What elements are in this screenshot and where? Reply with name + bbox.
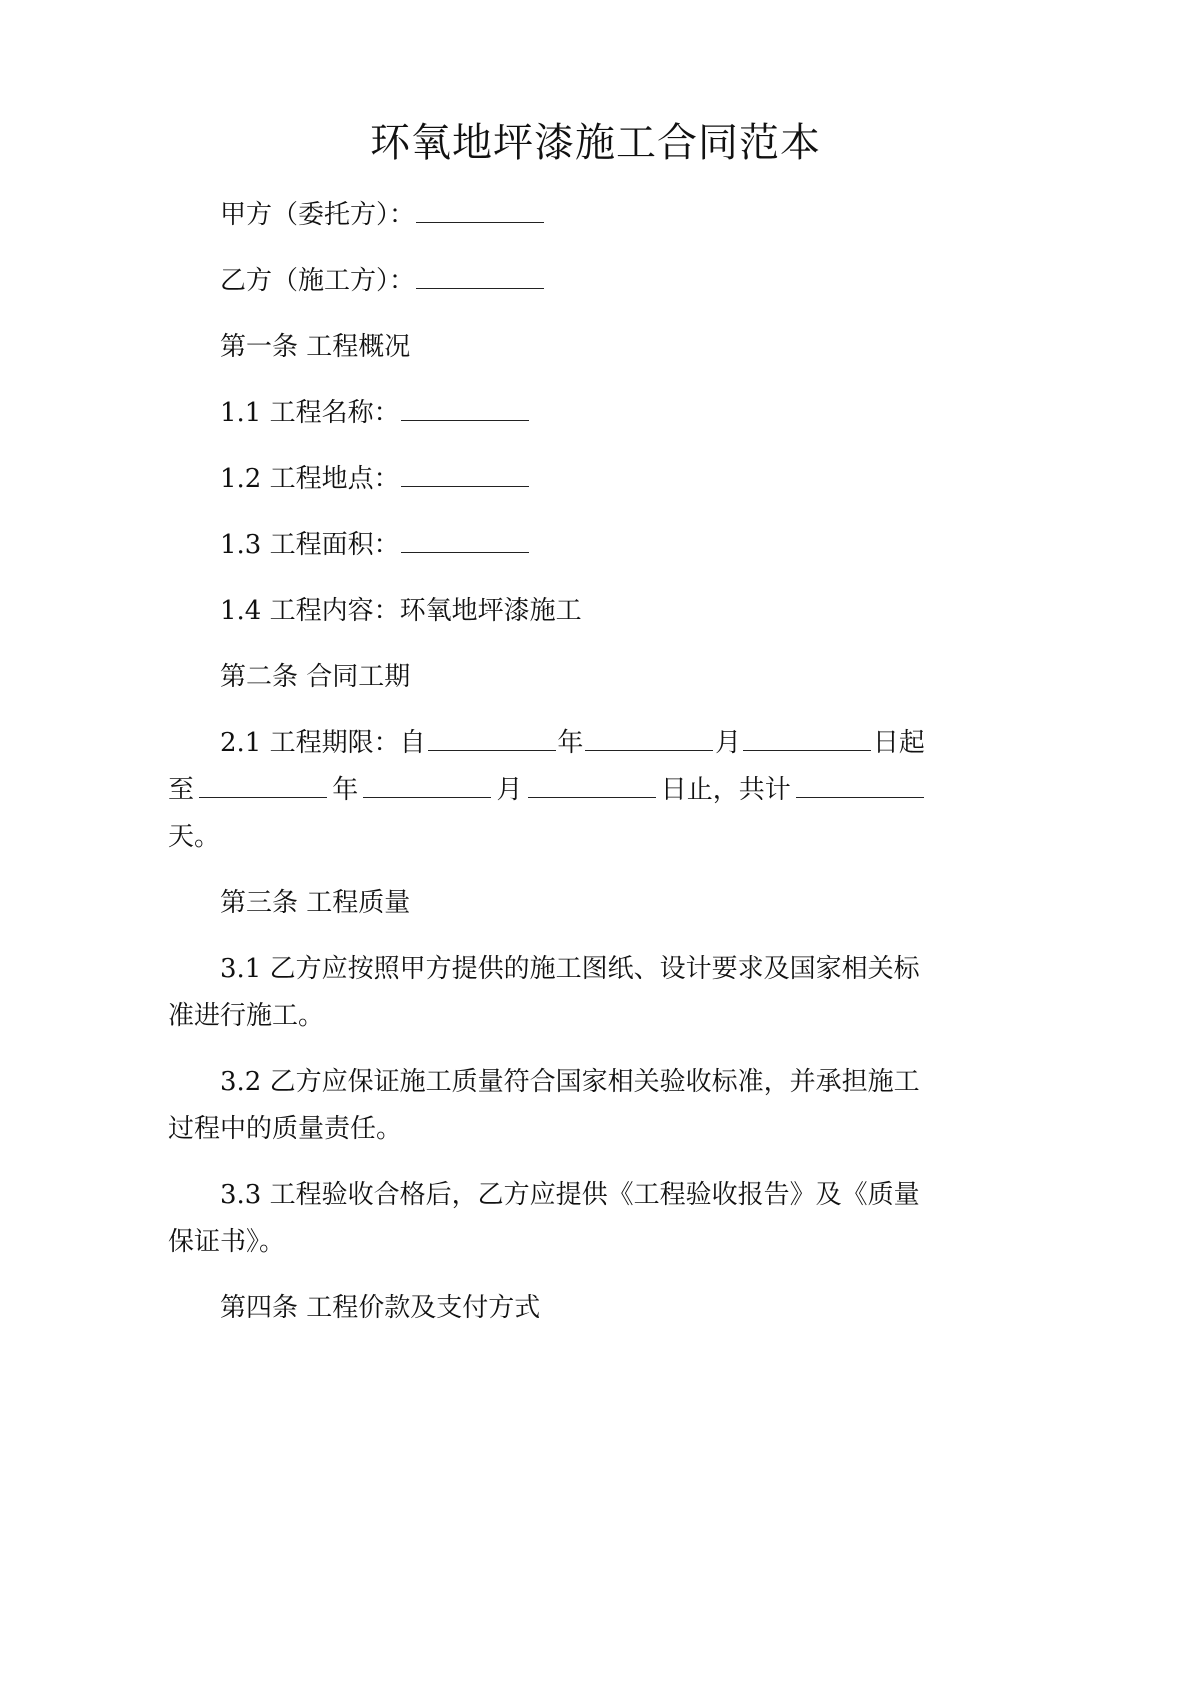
text-segment: 第一条 工程概况 [220, 332, 411, 362]
text-line [168, 654, 925, 701]
text-line [168, 814, 925, 861]
text-line [168, 192, 925, 239]
text-segment: 第三条 工程质量 [220, 888, 411, 918]
document-title: 环氧地坪漆施工合同范本 [370, 120, 821, 166]
text-line [168, 588, 925, 635]
text-line [168, 258, 925, 305]
text-segment: 3.3 工程验收合格后，乙方应提供《工程验收报告》及《质量 [220, 1180, 920, 1210]
fill-in-blank[interactable] [363, 767, 491, 798]
text-segment: 2.1 工程期限：自 [220, 728, 426, 758]
paragraph [168, 720, 925, 861]
text-line [168, 767, 925, 814]
text-line [168, 1172, 925, 1219]
paragraph [168, 946, 925, 1040]
text-line [168, 720, 925, 767]
paragraph [168, 588, 925, 635]
fill-in-blank[interactable] [199, 767, 327, 798]
text-line [168, 324, 925, 371]
fill-in-blank[interactable] [743, 720, 871, 751]
text-line [168, 522, 925, 569]
text-segment: 日起 [872, 728, 925, 758]
document-body [168, 192, 925, 1351]
text-segment: 第二条 合同工期 [220, 662, 411, 692]
text-segment: 保证书》。 [168, 1227, 286, 1257]
text-segment: 月 [496, 775, 523, 805]
text-line [168, 880, 925, 927]
text-segment: 年 [557, 728, 584, 758]
text-segment: 年 [332, 775, 359, 805]
text-line [168, 456, 925, 503]
fill-in-blank[interactable] [585, 720, 713, 751]
text-segment: 准进行施工。 [168, 1001, 325, 1031]
text-segment: 第四条 工程价款及支付方式 [220, 1293, 541, 1323]
fill-in-blank[interactable] [416, 192, 544, 223]
paragraph [168, 390, 925, 437]
fill-in-blank[interactable] [401, 522, 529, 553]
paragraph [168, 324, 925, 371]
paragraph [168, 258, 925, 305]
text-line [168, 390, 925, 437]
text-segment: 日止，共计 [660, 775, 791, 805]
text-segment: 1.4 工程内容：环氧地坪漆施工 [220, 596, 582, 626]
text-line [168, 946, 925, 993]
text-segment: 过程中的质量责任。 [168, 1114, 403, 1144]
paragraph [168, 192, 925, 239]
fill-in-blank[interactable] [528, 767, 656, 798]
paragraph [168, 654, 925, 701]
text-segment: 天。 [168, 822, 221, 852]
fill-in-blank[interactable] [401, 390, 529, 421]
fill-in-blank[interactable] [428, 720, 556, 751]
fill-in-blank[interactable] [416, 258, 544, 289]
text-line [168, 1219, 925, 1266]
text-segment: 1.1 工程名称： [220, 398, 400, 428]
paragraph [168, 522, 925, 569]
text-line [168, 1106, 925, 1153]
paragraph [168, 1172, 925, 1266]
text-segment: 1.3 工程面积： [220, 530, 400, 560]
text-segment: 月 [715, 728, 742, 758]
text-line [168, 993, 925, 1040]
paragraph [168, 1059, 925, 1153]
paragraph [168, 1285, 925, 1332]
text-segment: 3.1 乙方应按照甲方提供的施工图纸、设计要求及国家相关标 [220, 954, 920, 984]
text-segment: 至 [168, 775, 195, 805]
text-line [168, 1285, 925, 1332]
text-segment: 1.2 工程地点： [220, 464, 400, 494]
text-segment: 3.2 乙方应保证施工质量符合国家相关验收标准，并承担施工 [220, 1067, 920, 1097]
text-line [168, 1059, 925, 1106]
paragraph [168, 880, 925, 927]
text-segment: 甲方（委托方）： [220, 200, 416, 230]
paragraph [168, 456, 925, 503]
fill-in-blank[interactable] [401, 456, 529, 487]
text-segment: 乙方（施工方）： [220, 266, 416, 296]
fill-in-blank[interactable] [796, 767, 924, 798]
